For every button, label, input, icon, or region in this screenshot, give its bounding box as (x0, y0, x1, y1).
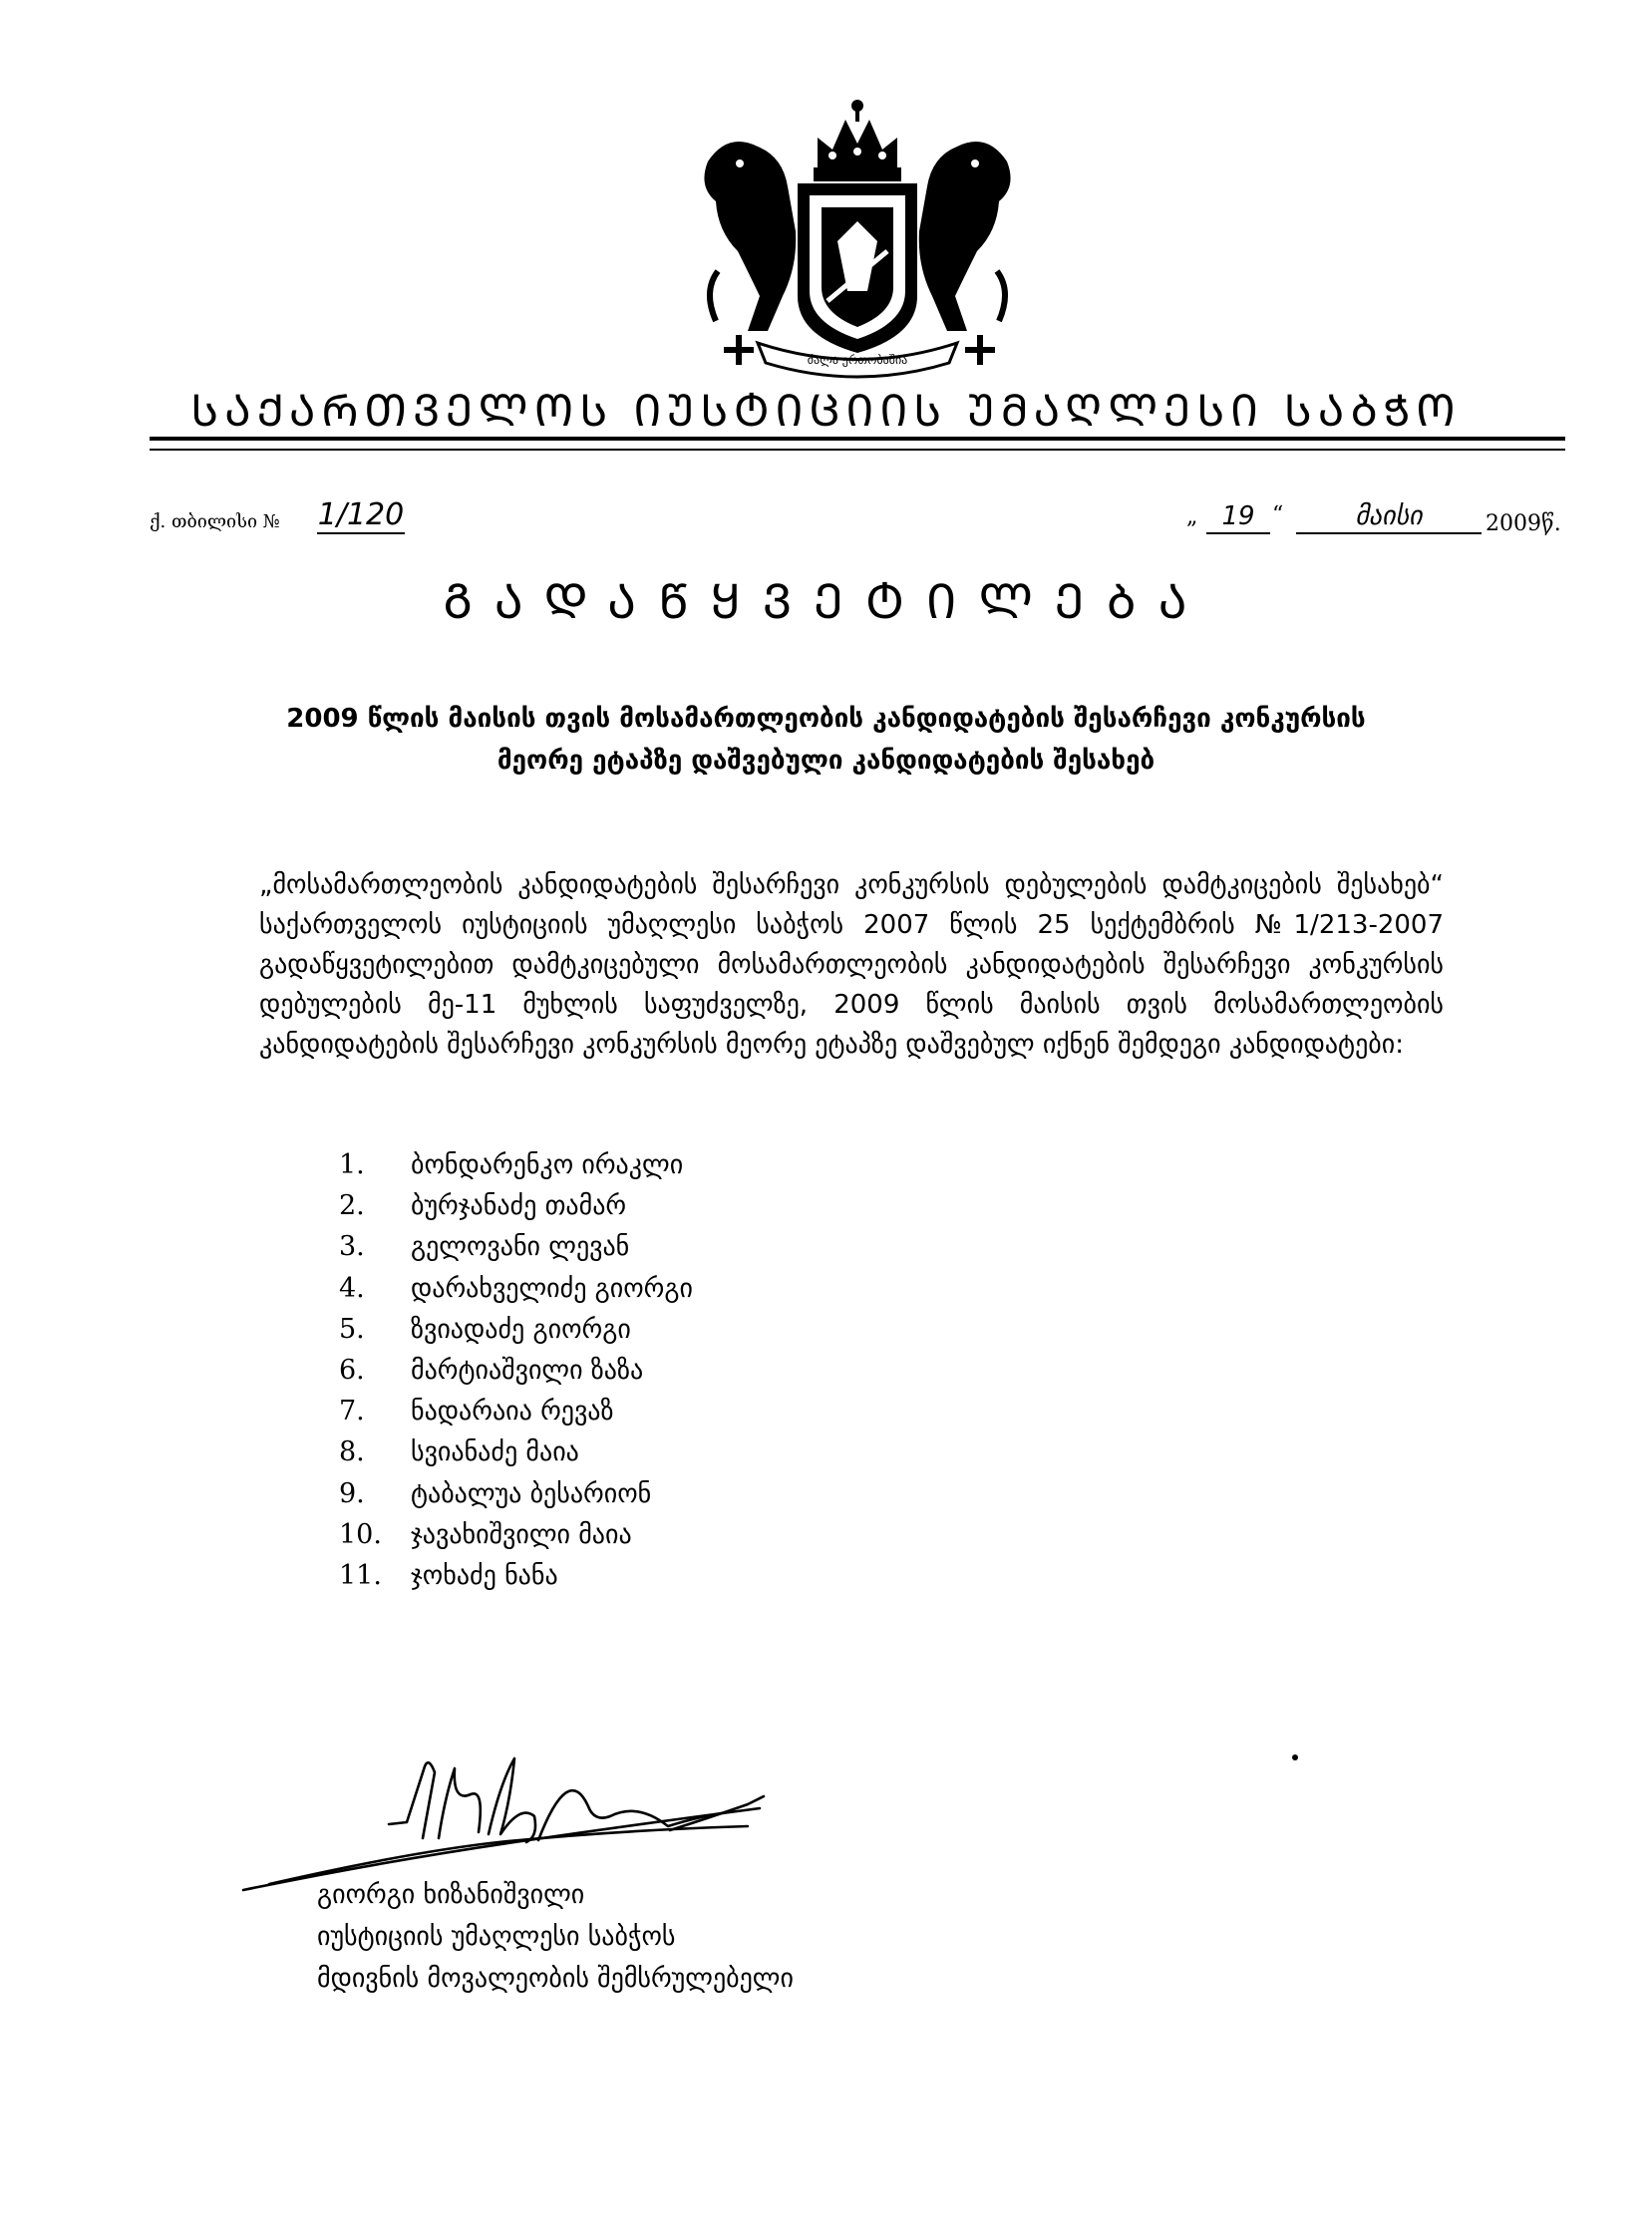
list-item (339, 1309, 693, 1350)
list-item (339, 1391, 693, 1431)
list-item (339, 1555, 693, 1596)
candidate-name: ზვიადაძე გიორგი (411, 1314, 631, 1345)
list-item-number: 6. (339, 1354, 365, 1386)
list-item-number: 10. (339, 1518, 382, 1550)
list-item-number: 8. (339, 1436, 365, 1468)
candidate-name: ჯავახიშვილი მაია (411, 1519, 632, 1550)
lion-right-icon (919, 142, 1011, 331)
signatory-title-line-1: იუსტიციის უმაღლესი საბჭოს (317, 1922, 676, 1952)
ink-dot (1292, 1754, 1298, 1760)
list-item-number: 7. (339, 1396, 365, 1427)
date-quote-open: „ (1186, 504, 1198, 529)
date-year: 2009წ. (1486, 511, 1561, 536)
list-item-number: 11. (339, 1559, 382, 1591)
crown-icon (814, 100, 901, 181)
candidate-name: ჯოხაძე ნანა (411, 1560, 558, 1591)
candidate-name: ბურჯანაძე თამარ (411, 1191, 627, 1222)
list-item (339, 1144, 693, 1185)
coat-of-arms-emblem (688, 92, 1027, 383)
motto-text: ძალა ერთობაშია (807, 353, 908, 367)
list-item (339, 1350, 693, 1391)
candidate-name: ნადარაია რევაზ (411, 1397, 614, 1427)
candidate-list (339, 1144, 693, 1596)
candidate-name: ტაბალუა ბესარიონ (411, 1478, 652, 1509)
decision-body-paragraph: „მოსამართლეობის კანდიდატების შესარჩევი კონკურსის დებულების დამტკიცების შესახებ“ საქართველოს იუსტიციის უმაღლესი საბჭოს 2007 წლის 25 სექტემბრის №1/213-2007 გადაწყვეტილებით დამტკიცებული მოსამართლეობის კანდიდატების შესარჩევი კონკურსის დებულების მე-11 მუხლის საფუძველზე, 2009 წლის მაისის თვის მოსამართლეობის კანდიდატების შესარჩევი კონკურსის მეორე ეტაპზე დაშვებულ იქნენ შემდეგი კანდიდატები: (259, 870, 1444, 1060)
list-item-number: 2. (339, 1190, 365, 1222)
list-item (339, 1226, 693, 1267)
document-number-label: ქ. თბილისი № (150, 511, 280, 532)
signatory-title-line-2: მდივნის მოვალეობის შემსრულებელი (317, 1964, 794, 1994)
shield-icon (798, 183, 917, 353)
header-rule-thick (150, 437, 1565, 441)
list-item-number: 4. (339, 1272, 365, 1304)
subject-line-2: მეორე ეტაპზე დაშვებული კანდიდატების შესახებ (496, 746, 1156, 776)
date-day: 19 (1206, 500, 1270, 534)
subject-line-1: 2009 წლის მაისის თვის მოსამართლეობის კანდიდატების შესარჩევი კონკურსის (286, 704, 1366, 734)
list-item-number: 9. (339, 1477, 365, 1509)
organization-title: ᲡᲐᲥᲐᲠᲗᲕᲔᲚᲝᲡ ᲘᲣᲡᲢᲘᲪᲘᲘᲡ ᲣᲛᲐᲦᲚᲔᲡᲘ ᲡᲐᲑᲭᲝ (190, 386, 1462, 437)
list-item (339, 1473, 693, 1514)
document-type-heading: ᲒᲐᲓᲐᲬᲧᲕᲔᲢᲘᲚᲔᲑᲐ (443, 574, 1209, 630)
list-item (339, 1431, 693, 1472)
list-item-number: 3. (339, 1231, 365, 1263)
candidate-name: გელოვანი ლევან (411, 1232, 630, 1263)
list-item (339, 1514, 693, 1555)
list-item (339, 1185, 693, 1226)
signatory-block (317, 1874, 794, 2000)
cross-icon (724, 335, 754, 365)
list-item (339, 1268, 693, 1309)
list-item-number: 5. (339, 1313, 365, 1345)
document-number-value: 1/120 (317, 497, 405, 532)
signatory-name: გიორგი ხიზანიშვილი (317, 1880, 585, 1910)
candidate-name: სვიანაძე მაია (411, 1437, 579, 1468)
list-item-number: 1. (339, 1149, 365, 1180)
candidate-name: დარახველიძე გიორგი (411, 1273, 693, 1304)
lion-left-icon (704, 142, 796, 331)
decision-subject (199, 698, 1453, 782)
candidate-name: მარტიაშვილი ზაზა (411, 1355, 644, 1386)
candidate-name: ბონდარენკო ირაკლი (411, 1150, 684, 1180)
header-rule-thin (150, 449, 1565, 451)
handwritten-signature (239, 1743, 778, 1892)
date-quote-close: “ (1272, 502, 1284, 527)
cross-icon (965, 335, 995, 365)
date-month: მაისი (1296, 500, 1482, 534)
